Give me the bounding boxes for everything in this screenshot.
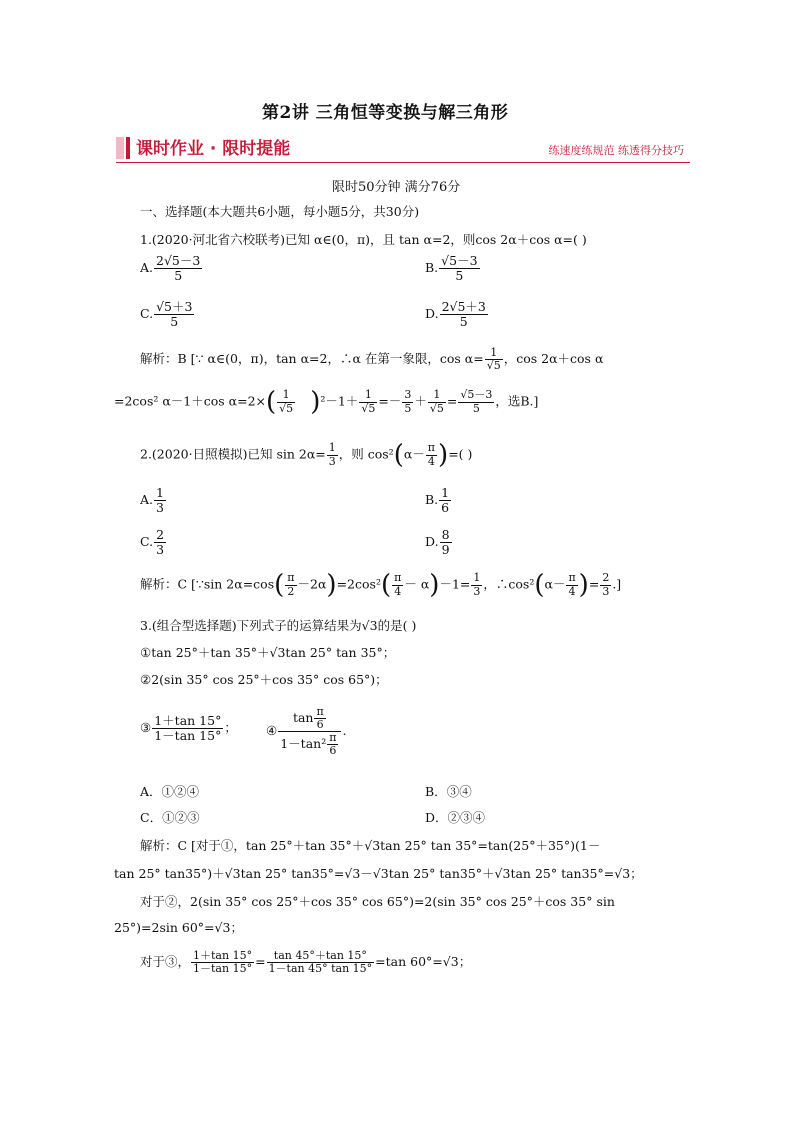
frac-num: 1 (428, 389, 446, 402)
q1-option-c (140, 300, 195, 329)
frac-num: 2√5＋3 (441, 299, 486, 314)
frac-num: √5－3 (441, 253, 478, 268)
q2-option-a (140, 486, 167, 515)
frac-num: π (394, 571, 402, 585)
paren-left: ( (380, 570, 392, 600)
frac-num: π (287, 571, 295, 585)
solution-text: ＋ (414, 393, 427, 409)
frac-num: 2 (156, 527, 165, 542)
frac-den: 9 (441, 541, 450, 557)
frac-num: π (316, 705, 324, 718)
q2-option-d (425, 528, 453, 557)
frac-den: 4 (568, 584, 576, 598)
solution-text: = (255, 954, 266, 970)
frac-num: π (329, 731, 337, 745)
q2-solution (140, 572, 621, 598)
frac-den: 5 (455, 267, 464, 283)
frac-den: 1－tan 45° tan 15° (268, 962, 373, 976)
frac-num: 3 (404, 388, 412, 402)
frac-num: tan 45°＋tan 15° (267, 950, 375, 963)
expr-text: ； (224, 719, 237, 735)
q3-expr-1: ①tan 25°＋tan 35°＋√3tan 25° tan 35°； (140, 645, 396, 660)
solution-text: 对于③， (140, 954, 191, 970)
paren-left: ( (266, 387, 277, 417)
q2-option-b (425, 486, 452, 515)
frac-den: 4 (394, 584, 402, 598)
option-letter: D． (425, 810, 448, 825)
option-letter: B. (425, 491, 439, 507)
option-letter: D. (425, 305, 439, 321)
solution-text: α－ (544, 576, 566, 592)
frac-den-text: 1－tan² (280, 736, 327, 752)
paren-left: ( (274, 570, 285, 600)
frac-den: 5 (174, 267, 183, 283)
frac-num: 1＋tan 15° (193, 949, 253, 962)
q1-solution-line2 (114, 389, 538, 415)
frac-num: √5－3 (460, 388, 493, 402)
frac-den: 5 (404, 401, 412, 415)
expr-mark: ④ (266, 723, 278, 739)
frac-num: 1 (441, 485, 450, 500)
paren-right: ) (578, 570, 589, 600)
q2-stem (140, 442, 472, 468)
paren-left: ( (393, 440, 404, 470)
frac-num: √5＋3 (156, 299, 193, 314)
banner-tagline: 练速度练规范 练透得分技巧 (548, 144, 684, 157)
q3-expr-3 (140, 714, 237, 743)
q1-option-a (140, 254, 203, 283)
expr-text: . (342, 723, 347, 739)
frac-num: 1＋tan 15° (154, 713, 222, 728)
stem-text: ，则 cos² (338, 446, 394, 462)
q3-solution-line3: 对于②，2(sin 35° cos 25°＋cos 35° cos 65°)=2(sin 35° cos 25°＋cos 35° sin (140, 894, 615, 909)
frac-den: 5 (170, 313, 179, 329)
q1-solution-line1 (140, 347, 603, 372)
solution-text: ，∴cos² (483, 576, 535, 592)
section-banner (116, 133, 690, 163)
frac-num: 2 (602, 571, 610, 585)
frac-den: 5 (472, 401, 480, 415)
frac-den: 5 (459, 313, 468, 329)
q3-solution-line4: 25°)=2sin 60°=√3； (114, 920, 243, 935)
solution-text: .] (612, 576, 622, 592)
option-letter: B. (425, 259, 439, 275)
expr-mark: ③ (140, 719, 152, 735)
frac-den: 3 (328, 454, 336, 468)
frac-num: 1 (277, 389, 295, 402)
option-letter: A. (140, 259, 154, 275)
solution-text: － α (404, 576, 430, 592)
paren-right: ) (310, 387, 321, 417)
option-letter: A. (140, 491, 154, 507)
section-heading: 一、选择题(本大题共6小题，每小题5分，共30分) (140, 204, 420, 219)
frac-den: 4 (427, 454, 435, 468)
q1-option-b (425, 254, 481, 283)
q3-option-c (140, 808, 200, 826)
option-letter: B． (425, 784, 447, 799)
frac-den: √5 (429, 401, 444, 415)
banner-rule (116, 162, 690, 163)
frac-den: 3 (156, 499, 164, 515)
frac-num: 1 (473, 571, 481, 585)
option-letter: C. (140, 533, 154, 549)
frac-den: 1－tan 15° (193, 962, 253, 976)
option-text: ②③④ (447, 810, 486, 825)
option-text: ③④ (446, 784, 472, 799)
solution-text: =tan 60°=√3； (375, 954, 472, 970)
frac-num-text: tan (292, 710, 314, 726)
frac-den: 2 (287, 584, 295, 598)
frac-den: 6 (441, 499, 450, 515)
paren-right: ) (429, 570, 440, 600)
solution-text: －2α (297, 576, 327, 592)
stem-text: =( ) (448, 446, 473, 462)
banner-label: 课时作业 · 限时提能 (136, 139, 291, 159)
q3-option-d (425, 808, 485, 826)
frac-den: 1－tan 15° (154, 727, 222, 743)
frac-den: 6 (316, 718, 324, 732)
solution-text: = (588, 576, 600, 592)
option-letter: C. (140, 305, 154, 321)
frac-den: 6 (329, 744, 337, 758)
q3-option-a (140, 782, 199, 800)
q3-stem: 3.(组合型选择题)下列式子的运算结果为√3的是( ) (140, 618, 417, 633)
solution-text: ，选B.] (495, 393, 539, 409)
q3-expr-2: ②2(sin 35° cos 25°＋cos 35° cos 65°)； (140, 672, 388, 687)
solution-text: ²－1＋ (320, 393, 359, 409)
frac-num: 1 (328, 441, 336, 455)
solution-text: 解析：B [∵ α∈(0，π)，tan α=2，∴α 在第一象限，cos α= (140, 351, 484, 367)
frac-den: √5 (361, 401, 376, 415)
q3-expr-4 (266, 706, 346, 757)
q2-option-c (140, 528, 167, 557)
solution-text: =－ (378, 393, 402, 409)
stem-text: 2.(2020·日照模拟)已知 sin 2α= (140, 446, 326, 462)
solution-text: =2cos² α－1＋cos α=2× (114, 393, 267, 409)
frac-num: 8 (441, 527, 450, 542)
stem-text: α－ (403, 446, 425, 462)
option-text: ①②④ (161, 784, 200, 799)
frac-num: π (568, 571, 576, 585)
frac-num: 2√5－3 (156, 253, 201, 268)
option-letter: C． (140, 810, 163, 825)
q3-option-b (425, 782, 472, 800)
option-letter: A． (140, 784, 162, 799)
frac-den: 3 (156, 541, 165, 557)
q3-solution-line1: 解析：C [对于①，tan 25°＋tan 35°＋√3tan 25° tan 35°=tan(25°＋35°)(1－ (140, 838, 601, 853)
solution-text: ，cos 2α＋cos α (503, 351, 604, 367)
q3-solution-line5 (140, 950, 471, 975)
solution-text: －1= (439, 576, 471, 592)
q3-solution-line2: tan 25° tan35°)＋√3tan 25° tan35°=√3－√3tan 25° tan35°＋√3tan 25° tan35°=√3； (114, 866, 643, 881)
q1-option-d (425, 300, 489, 329)
paren-right: ) (326, 570, 337, 600)
option-text: ①②③ (162, 810, 200, 825)
paren-left: ( (534, 570, 545, 600)
banner-bar (116, 137, 124, 159)
frac-num: π (427, 441, 436, 455)
frac-num: 1 (359, 389, 377, 402)
banner-bar-accent (126, 137, 130, 159)
frac-den: √5 (279, 401, 294, 415)
solution-text: 解析：C [∵sin 2α=cos (140, 576, 275, 592)
frac-num: 1 (156, 485, 164, 500)
paren-right: ) (438, 440, 449, 470)
option-letter: D. (425, 533, 439, 549)
frac-den: √5 (486, 359, 501, 373)
q1-stem: 1.(2020·河北省六校联考)已知 α∈(0，π)，且 tan α=2，则cos 2α＋cos α=( ) (140, 232, 587, 247)
frac-den: 3 (602, 584, 610, 598)
solution-text: =2cos² (336, 576, 381, 592)
frac-num: 1 (485, 347, 503, 360)
solution-text: = (446, 393, 458, 409)
page-title: 第2讲 三角恒等变换与解三角形 (262, 103, 509, 123)
time-limit: 限时50分钟 满分76分 (332, 180, 461, 195)
frac-den: 3 (473, 584, 481, 598)
